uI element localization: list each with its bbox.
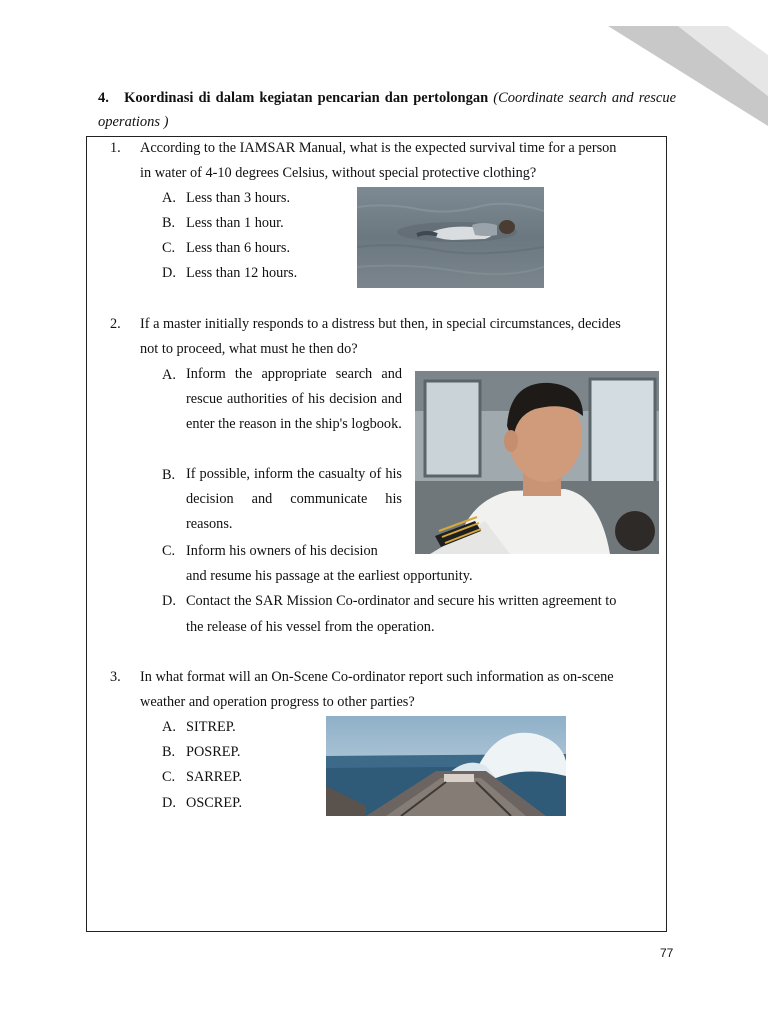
q1-number: 1. [110, 140, 121, 156]
q2-text-line2: not to proceed, what must he then do? [140, 341, 358, 357]
q2-option-c: Inform his owners of his decision [186, 543, 378, 559]
heading-number: 4. [98, 90, 109, 106]
q2-option-c-letter: C. [162, 543, 176, 559]
q1-option-c: Less than 6 hours. [186, 240, 291, 256]
q3-option-b: POSREP. [186, 744, 241, 760]
q1-option-c-letter: C. [162, 240, 176, 256]
q1-text-line1: According to the IAMSAR Manual, what is the expected survival time for a person [140, 140, 617, 156]
q1-option-a-letter: A. [162, 190, 176, 206]
q2-option-a: Inform the appropriate search and rescue authorities of his decision and enter the reason in the ship's logbook. [186, 366, 402, 432]
person-in-water-photo [357, 187, 544, 288]
q1-option-d-letter: D. [162, 265, 176, 281]
q3-option-c: SARREP. [186, 769, 243, 785]
q1-text-line2: in water of 4-10 degrees Celsius, without special protective clothing? [140, 165, 537, 181]
q2-option-d-letter: D. [162, 593, 176, 609]
q1-option-b-letter: B. [162, 215, 176, 231]
q1-option-a: Less than 3 hours. [186, 190, 291, 206]
ship-deck-heavy-sea-photo [326, 716, 566, 816]
q2-text-line1: If a master initially responds to a distress but then, in special circumstances, decides [140, 316, 621, 332]
heading-subtitle: (Coordinate search and rescue operations ) [98, 90, 677, 130]
q3-text-line2: weather and operation progress to other parties? [140, 694, 415, 710]
q2-option-b-letter: B. [162, 467, 176, 483]
q3-option-b-letter: B. [162, 744, 176, 760]
q3-option-d-letter: D. [162, 795, 176, 811]
q3-option-c-letter: C. [162, 769, 176, 785]
q3-text-line1: In what format will an On-Scene Co-ordinator report such information as on-scene [140, 669, 614, 685]
q2-option-b: If possible, inform the casualty of his decision and communicate his reasons. [186, 466, 402, 532]
q2-number: 2. [110, 316, 121, 332]
q1-option-b: Less than 1 hour. [186, 215, 284, 231]
q1-option-d: Less than 12 hours. [186, 265, 298, 281]
q3-number: 3. [110, 669, 121, 685]
q2-option-d-continued: the release of his vessel from the operation. [186, 619, 435, 635]
page-number: 77 [660, 946, 674, 960]
heading-title: Koordinasi di dalam kegiatan pencarian dan pertolongan [124, 90, 489, 106]
q2-option-c-continued: and resume his passage at the earliest opportunity. [186, 568, 473, 584]
q3-option-a: SITREP. [186, 719, 236, 735]
ship-officer-photo [415, 371, 659, 554]
q3-option-a-letter: A. [162, 719, 176, 735]
q2-option-a-letter: A. [162, 367, 176, 383]
q3-option-d: OSCREP. [186, 795, 243, 811]
section-heading [98, 86, 676, 134]
q2-option-d: Contact the SAR Mission Co-ordinator and secure his written agreement to [186, 593, 617, 609]
